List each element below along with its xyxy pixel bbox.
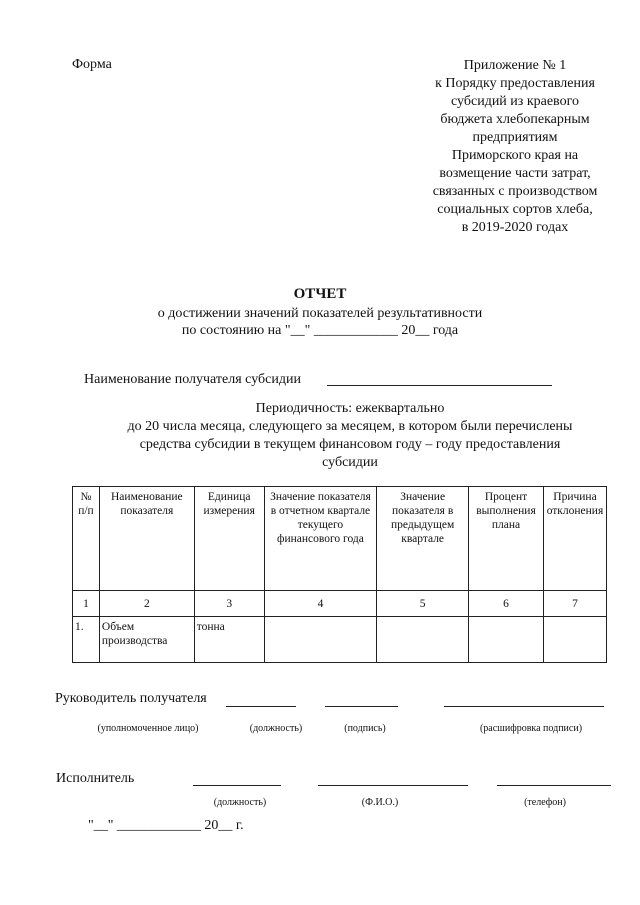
caption-transcript: (расшифровка подписи) xyxy=(479,723,583,734)
executor-label: Исполнитель xyxy=(56,771,135,786)
table-header-cell: Значение показателя в предыдущем квартале xyxy=(377,487,469,591)
position-line xyxy=(226,706,296,707)
signature-line xyxy=(325,706,398,707)
column-number: 3 xyxy=(194,591,264,617)
table-header-cell: № п/п xyxy=(73,487,100,591)
executor-name-line xyxy=(318,785,468,786)
table-header-cell: Причина отклонения xyxy=(543,487,606,591)
caption-executor-phone: (телефон) xyxy=(524,797,566,808)
appendix-line: Приложение № 1 xyxy=(463,58,567,73)
table-header-row xyxy=(73,487,607,591)
appendix-line: бюджета хлебопекарным xyxy=(440,112,590,127)
report-title: ОТЧЕТ xyxy=(293,286,347,302)
table-cell xyxy=(469,617,544,663)
appendix-line: субсидий из краевого xyxy=(451,94,579,109)
periodicity-line: средства субсидии в текущем финансовом году – году предоставления xyxy=(139,437,561,452)
appendix-line: к Порядку предоставления xyxy=(435,76,595,91)
subtitle-line: о достижении значений показателей результативности xyxy=(157,306,483,321)
table-header-cell: Единица измерения xyxy=(194,487,264,591)
table-header-cell: Наименование показателя xyxy=(99,487,194,591)
head-label: Руководитель получателя xyxy=(55,691,207,706)
caption-executor-name: (Ф.И.О.) xyxy=(361,797,399,808)
appendix-line: в 2019-2020 годах xyxy=(461,220,569,235)
periodicity-block xyxy=(90,400,610,472)
appendix-line: Приморского края на xyxy=(451,148,579,163)
form-label: Форма xyxy=(72,57,112,72)
periodicity-line: до 20 числа месяца, следующего за месяцем, в котором были перечислены xyxy=(127,419,573,434)
caption-authorized: (уполномоченное лицо) xyxy=(97,723,199,734)
recipient-line xyxy=(327,385,552,386)
table-cell: 1. xyxy=(73,617,100,663)
appendix-block xyxy=(395,57,635,237)
table-cell xyxy=(377,617,469,663)
periodicity-line: Периодичность: ежеквартально xyxy=(255,401,445,416)
column-number: 4 xyxy=(264,591,377,617)
date-line: "__" ____________ 20__ г. xyxy=(88,818,244,833)
appendix-line: связанных с производством xyxy=(432,184,598,199)
report-table xyxy=(72,486,607,663)
transcript-line xyxy=(444,706,604,707)
appendix-line: возмещение части затрат, xyxy=(439,166,591,181)
column-number: 1 xyxy=(73,591,100,617)
subtitle-line: по состоянию на "__" ____________ 20__ года xyxy=(181,323,459,338)
table-header-cell: Процент выполнения плана xyxy=(469,487,544,591)
column-number: 6 xyxy=(469,591,544,617)
column-number: 2 xyxy=(99,591,194,617)
caption-position: (должность) xyxy=(249,723,303,734)
table-cell xyxy=(264,617,377,663)
caption-signature: (подпись) xyxy=(344,723,386,734)
table-header-cell: Значение показателя в отчетном квартале текущего финансового года xyxy=(264,487,377,591)
table-cell xyxy=(543,617,606,663)
table-cell: тонна xyxy=(194,617,264,663)
recipient-label: Наименование получателя субсидии xyxy=(84,372,301,387)
table-cell: Объем производства xyxy=(99,617,194,663)
appendix-line: предприятиям xyxy=(472,130,558,145)
appendix-line: социальных сортов хлеба, xyxy=(437,202,593,217)
column-number: 7 xyxy=(543,591,606,617)
report-subtitle xyxy=(0,305,640,339)
periodicity-line: субсидии xyxy=(322,455,378,470)
executor-phone-line xyxy=(497,785,611,786)
column-number: 5 xyxy=(377,591,469,617)
caption-executor-position: (должность) xyxy=(213,797,267,808)
table-number-row xyxy=(73,591,607,617)
table-row xyxy=(73,617,607,663)
executor-position-line xyxy=(193,785,281,786)
